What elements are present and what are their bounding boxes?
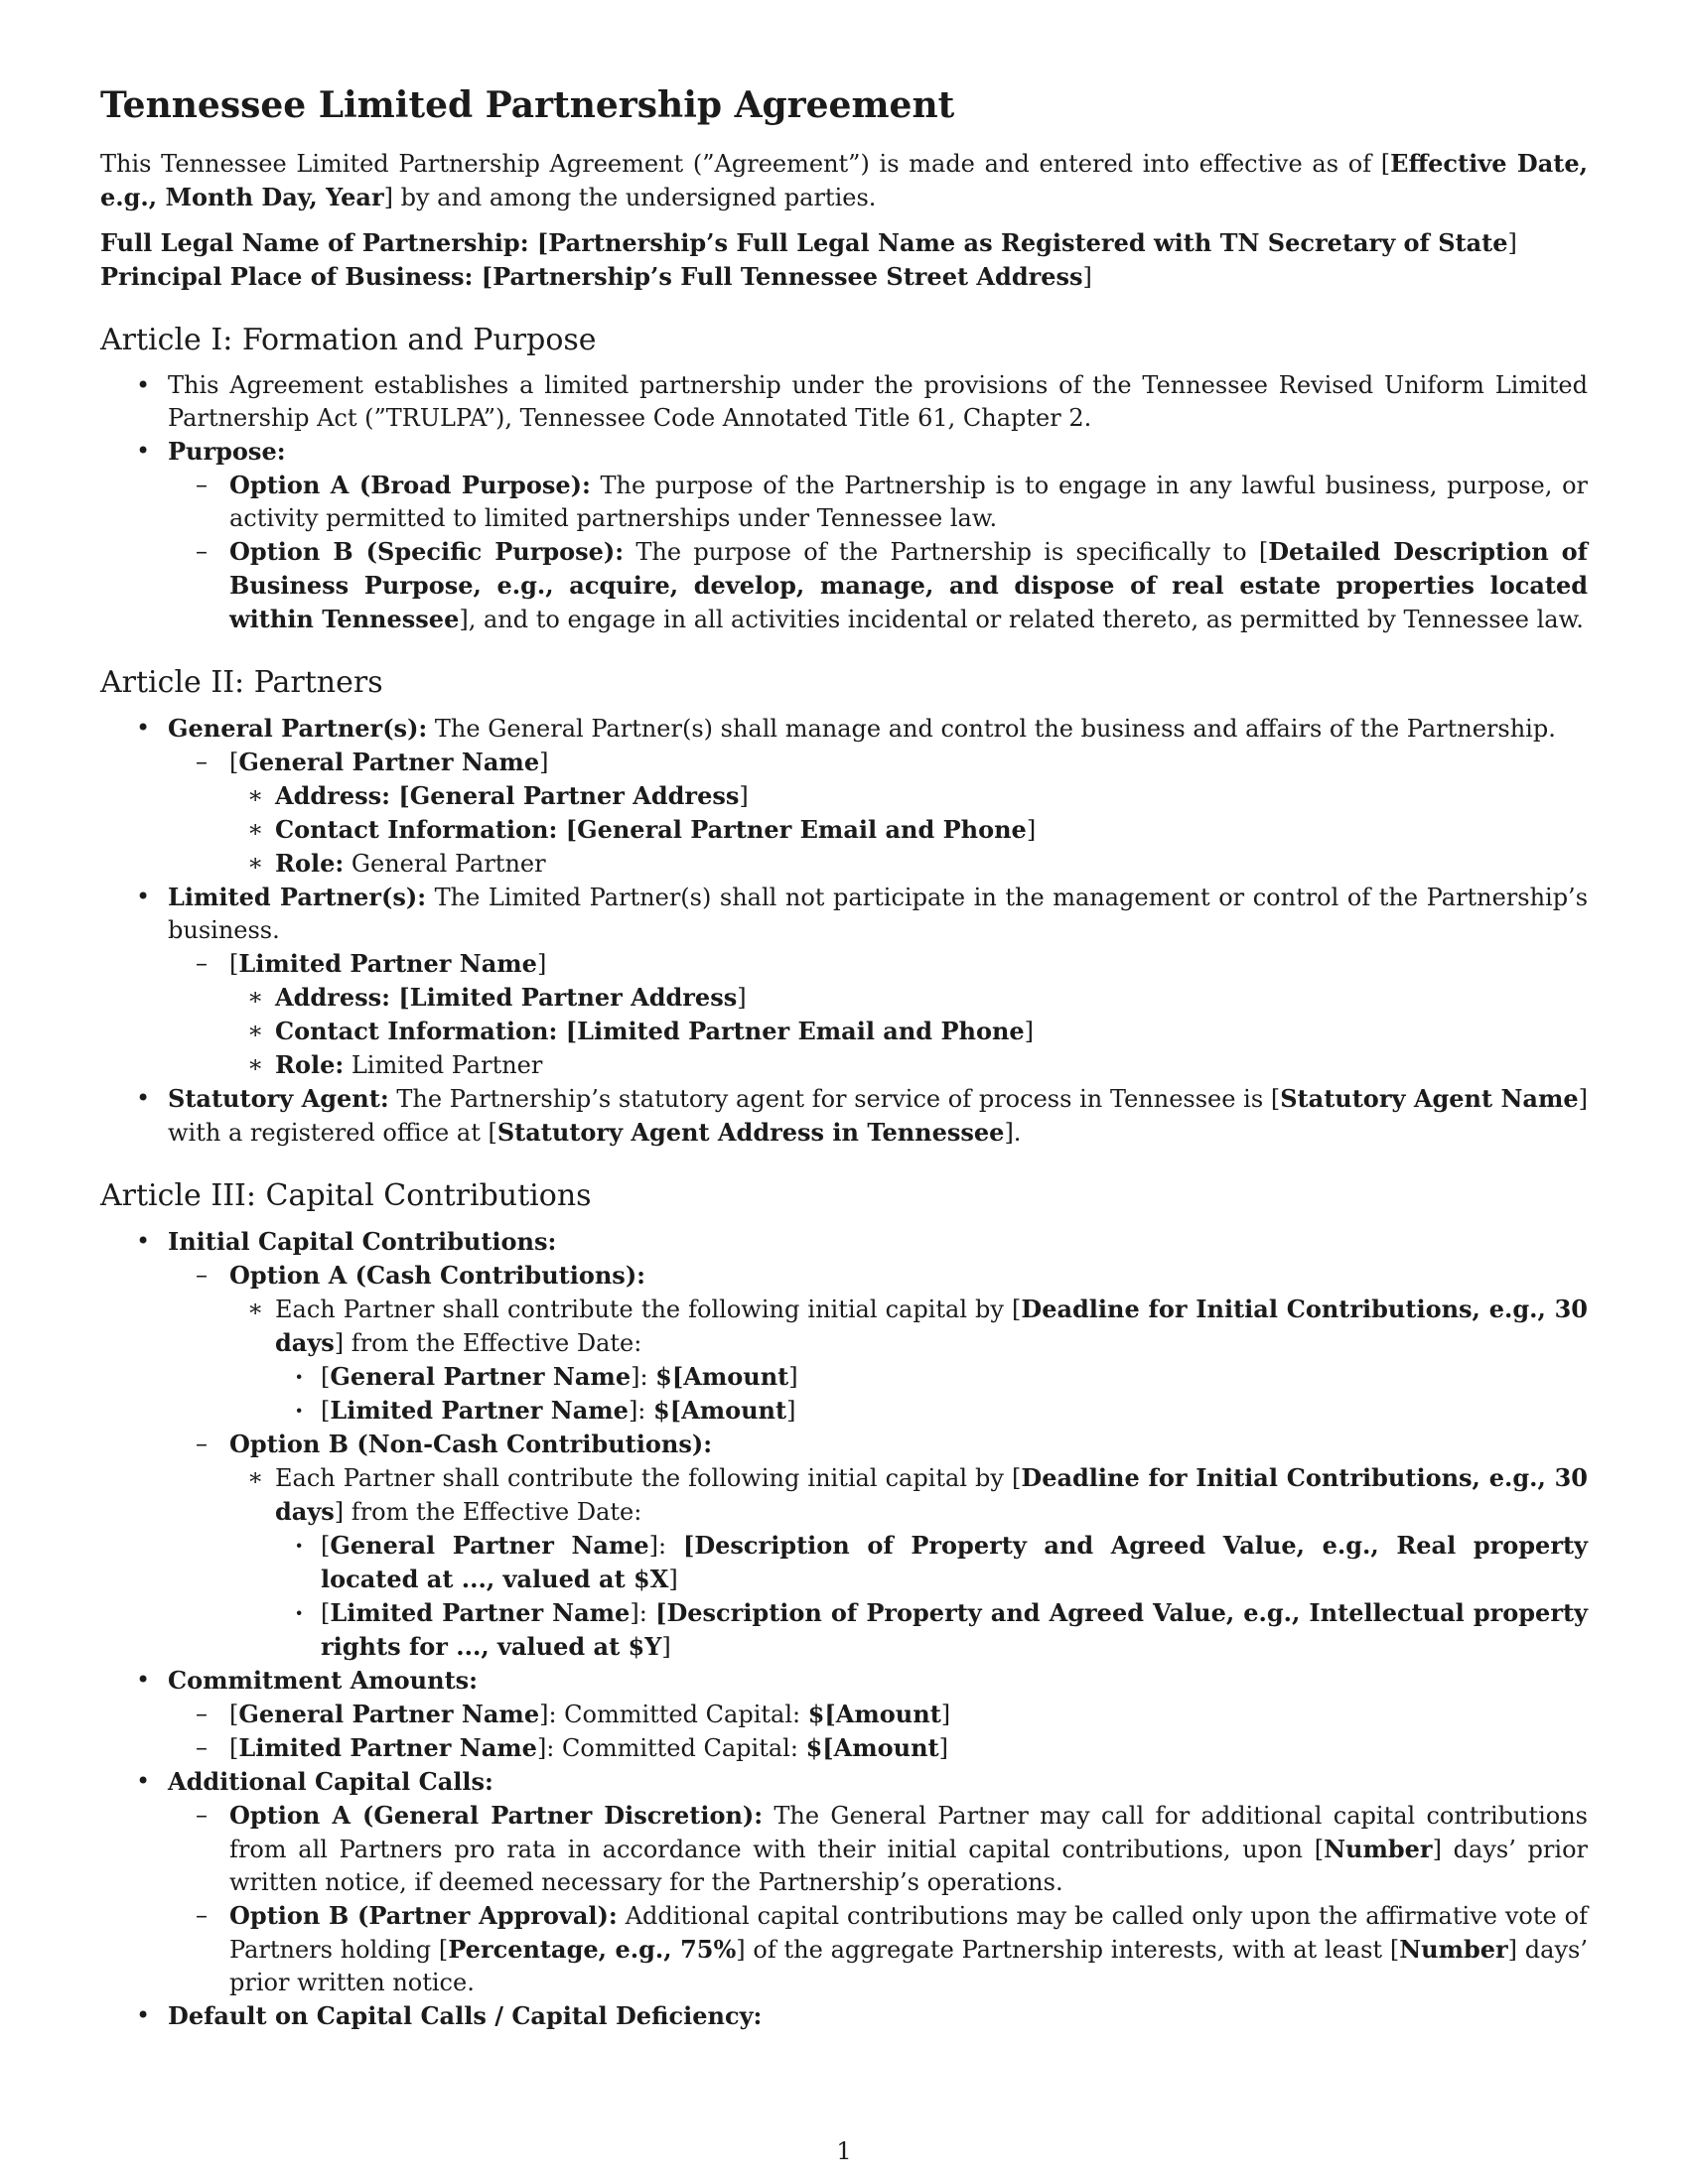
- partnership-name-label: Full Legal Name of Partnership:: [100, 228, 537, 257]
- principal-place-label: Principal Place of Business:: [100, 262, 482, 291]
- list-item: – Option B (Non-Cash Contributions): ∗ Each Partner shall contribute the following initial capital by [Deadline for Initial Contributions, e.g., 30 days] from the Effective Date: · [General Partner Name]: [Description of Property and Agreed Value, e.g., Real property located at ..., valued at $X] · [Limited Partner Name]: [Description of Property and Agreed Value, e.g., Intellectual property rights for ..., valued at $Y]: [168, 1428, 1588, 1664]
- list-item: – Option A (Cash Contributions): ∗ Each Partner shall contribute the following initial capital by [Deadline for Initial Contributions, e.g., 30 days] from the Effective Date: · [General Partner Name]: $[Amount] · [Limited Partner Name]: $[Amount]: [168, 1259, 1588, 1428]
- article-2-heading: Article II: Partners: [100, 665, 383, 700]
- list-item: • Commitment Amounts: – [General Partner Name]: Committed Capital: $[Amount] – [Limited Partner Name]: Committed Capital: $[Amount]: [100, 1664, 1588, 1765]
- list-item: ∗ Role: Limited Partner: [229, 1048, 1588, 1082]
- list-item: · [General Partner Name]: [Description of Property and Agreed Value, e.g., Real property located at ..., valued at $X]: [275, 1529, 1588, 1596]
- list-item: – Option A (Broad Purpose): The purpose of the Partnership is to engage in any lawful business, purpose, or activity permitted to limited partnerships under Tennessee law.: [168, 469, 1588, 535]
- principal-place-value: [Partnership’s Full Tennessee Street Address: [481, 262, 1083, 291]
- principal-place-line: Principal Place of Business: [Partnership’s Full Tennessee Street Address]: [100, 262, 1092, 291]
- article-2-list: [100, 712, 1588, 1150]
- list-item: • Default on Capital Calls / Capital Deficiency:: [100, 1999, 1588, 2033]
- partnership-name-value: [Partnership’s Full Legal Name as Registered with TN Secretary of State: [536, 228, 1508, 257]
- list-item: · [Limited Partner Name]: $[Amount]: [275, 1394, 1588, 1428]
- list-item: • Limited Partner(s): The Limited Partner(s) shall not participate in the management or control of the Partnership’s business. – [Limited Partner Name] ∗ Address: [Limited Partner Address] ∗ Contact Information: [Limited Partner Email and Phone] ∗ Role: Limited Partner: [100, 881, 1588, 1082]
- intro-paragraph: [100, 147, 1588, 214]
- list-item: – Option B (Specific Purpose): The purpose of the Partnership is specifically to [Detailed Description of Business Purpose, e.g., acquire, develop, manage, and dispose of real estate properties located within Tennessee], and to engage in all activities incidental or related thereto, as permitted by Tennessee law.: [168, 535, 1588, 636]
- article-1-heading: Article I: Formation and Purpose: [100, 323, 597, 357]
- list-item: ∗ Address: [General Partner Address]: [229, 779, 1588, 813]
- list-item: • This Agreement establishes a limited partnership under the provisions of the Tennessee Revised Uniform Limited Partnership Act (”TRULPA”), Tennessee Code Annotated Title 61, Chapter 2.: [100, 369, 1588, 435]
- intro-text: This Tennessee Limited Partnership Agreement (”Agreement”) is made and entered into effective as of [: [100, 150, 1391, 178]
- list-item: ∗ Contact Information: [Limited Partner Email and Phone]: [229, 1015, 1588, 1048]
- list-item: ∗ Address: [Limited Partner Address]: [229, 981, 1588, 1015]
- partnership-info: [100, 226, 1588, 294]
- list-item: – Option B (Partner Approval): Additional capital contributions may be called only upon the affirmative vote of Partners holding [Percentage, e.g., 75%] of the aggregate Partnership interests, with at least [Number] days’ prior written notice.: [168, 1899, 1588, 1999]
- list-item: · [Limited Partner Name]: [Description of Property and Agreed Value, e.g., Intellectual property rights for ..., valued at $Y]: [275, 1596, 1588, 1664]
- list-item: ∗ Each Partner shall contribute the following initial capital by [Deadline for Initial Contributions, e.g., 30 days] from the Effective Date: · [General Partner Name]: $[Amount] · [Limited Partner Name]: $[Amount]: [229, 1293, 1588, 1428]
- article-3-heading: Article III: Capital Contributions: [100, 1178, 592, 1213]
- list-item: – [General Partner Name] ∗ Address: [General Partner Address] ∗ Contact Information: [General Partner Email and Phone] ∗ Role: General Partner: [168, 746, 1588, 881]
- document-title: Tennessee Limited Partnership Agreement: [100, 84, 955, 126]
- list-item: – [Limited Partner Name] ∗ Address: [Limited Partner Address] ∗ Contact Information: [Limited Partner Email and Phone] ∗ Role: Limited Partner: [168, 947, 1588, 1082]
- purpose-label: Purpose:: [168, 437, 286, 466]
- list-item: • Initial Capital Contributions: – Option A (Cash Contributions): ∗ Each Partner shall contribute the following initial capital by [Deadline for Initial Contributions, e.g., 30 days] from the Effective Date: · [General Partner Name]: $[Amount] · [Limited Partner Name]: $[Amount] – Option B (Non-Cash Contributions): ∗ Each Partner shall contribute the following initial capital by [Deadline for Initial Contributions, e.g., 30 days] from the Effective Date: · [General Partner Name]: [Description of Property and Agreed Value, e.g., Real property located at ..., valued at $X] · [Limited Partner Name]: [Description of Property and Agreed Value, e.g., Intellectual property rights for ..., valued at $Y]: [100, 1225, 1588, 1664]
- partnership-name-line: Full Legal Name of Partnership: [Partnership’s Full Legal Name as Registered with TN Secretary of State]: [100, 228, 1517, 257]
- list-item: ∗ Role: General Partner: [229, 847, 1588, 881]
- document-page: [100, 83, 1588, 2033]
- list-item: • Statutory Agent: The Partnership’s statutory agent for service of process in Tennessee is [Statutory Agent Name] with a registered office at [Statutory Agent Address in Tennessee].: [100, 1082, 1588, 1150]
- effective-date-placeholder: Effective Date, e.g., Month Day, Year: [100, 149, 1588, 211]
- list-item: · [General Partner Name]: $[Amount]: [275, 1360, 1588, 1394]
- list-item: • General Partner(s): The General Partner(s) shall manage and control the business and affairs of the Partnership. – [General Partner Name] ∗ Address: [General Partner Address] ∗ Contact Information: [General Partner Email and Phone] ∗ Role: General Partner: [100, 712, 1588, 881]
- list-item: ∗ Contact Information: [General Partner Email and Phone]: [229, 813, 1588, 847]
- article-3-list: [100, 1225, 1588, 2033]
- list-item: • Additional Capital Calls: – Option A (General Partner Discretion): The General Partner may call for additional capital contributions from all Partners pro rata in accordance with their initial capital contributions, upon [Number] days’ prior written notice, if deemed necessary for the Partnership’s operations. – Option B (Partner Approval): Additional capital contributions may be called only upon the affirmative vote of Partners holding [Percentage, e.g., 75%] of the aggregate Partnership interests, with at least [Number] days’ prior written notice.: [100, 1765, 1588, 1999]
- list-item: – [Limited Partner Name]: Committed Capital: $[Amount]: [168, 1731, 1588, 1765]
- list-item: – Option A (General Partner Discretion): The General Partner may call for additional capital contributions from all Partners pro rata in accordance with their initial capital contributions, upon [Number] days’ prior written notice, if deemed necessary for the Partnership’s operations.: [168, 1799, 1588, 1899]
- list-item: [100, 435, 1588, 636]
- list-item: – [General Partner Name]: Committed Capital: $[Amount]: [168, 1698, 1588, 1731]
- article-1-list: [100, 369, 1588, 636]
- list-item: ∗ Each Partner shall contribute the following initial capital by [Deadline for Initial Contributions, e.g., 30 days] from the Effective Date: · [General Partner Name]: [Description of Property and Agreed Value, e.g., Real property located at ..., valued at $X] · [Limited Partner Name]: [Description of Property and Agreed Value, e.g., Intellectual property rights for ..., valued at $Y]: [229, 1461, 1588, 1664]
- page-number: 1: [836, 2137, 852, 2165]
- intro-text-end: ] by and among the undersigned parties.: [383, 184, 877, 211]
